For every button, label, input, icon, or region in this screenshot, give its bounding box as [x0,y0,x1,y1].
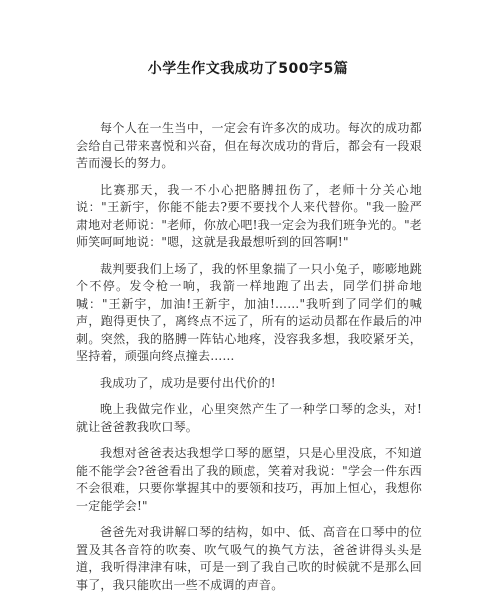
paragraph: 爸爸先对我讲解口琴的结构，如中、低、高音在口琴中的位置及其各音符的吹奏、吹气吸气的换气方法，爸爸讲得头头是道，我听得津津有味，可是一到了我自己吹的时候就不是那么回事了，我只能吹出一些不成调的声音。 [76,525,422,592]
paragraph: 我想对爸爸表达我想学口琴的愿望，只是心里没底，不知道能不能学会?爸爸看出了我的顾虑，笑着对我说："学会一件东西不会很难，只要你掌握其中的要领和技巧，再加上恒心，我想你一定能学会!" [76,446,422,513]
paragraph: 我成功了，成功是要付出代价的! [100,375,276,390]
paragraph: 晚上我做完作业，心里突然产生了一种学口琴的念头，对!就让爸爸教我吹口琴。 [76,402,422,434]
document-title: 小学生作文我成功了500字5篇 [147,61,349,77]
document-body [76,120,422,603]
paragraph: 比赛那天，我一不小心把胳膊扭伤了，老师十分关心地说："王新宇，你能不能去?要不要找个人来代替你。"我一脸严肃地对老师说："老师，你放心吧!我一定会为我们班争光的。"老师笑呵呵地说："嗯，这就是我最想听到的回答啊!" [76,182,422,249]
paragraph: 每个人在一生当中，一定会有许多次的成功。每次的成功都会给自己带来喜悦和兴奋，但在每次成功的背后，都会有一段艰苦而漫长的努力。 [76,121,422,170]
paragraph: 裁判要我们上场了，我的怀里象揣了一只小兔子，嘭嘭地跳个不停。发令枪一响，我箭一样地跑了出去，同学们拼命地喊："王新宇，加油!王新宇，加油!……"我听到了同学们的喊声，跑得更快了，离终点不远了，所有的运动员都在作最后的冲刺。突然，我的胳膊一阵钻心地疼，没容我多想，我咬紧牙关，坚持着，顽强向终点撞去…… [76,261,422,363]
